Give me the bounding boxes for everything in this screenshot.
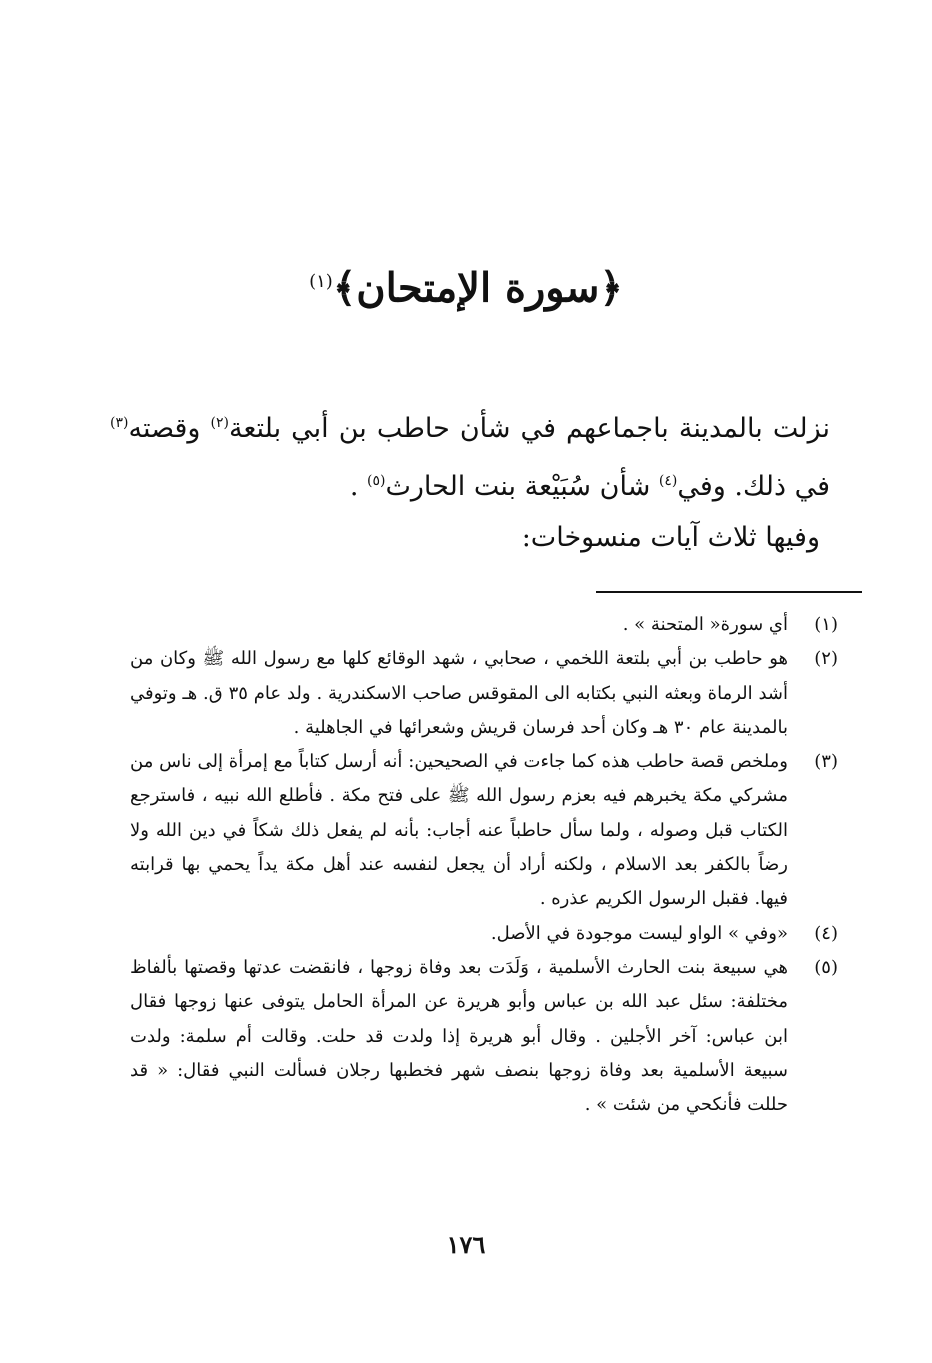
body-text-segment: نزلت بالمدينة باجماعهم في شأن حاطب بن أبي بلتعة xyxy=(228,413,830,444)
footnote-number: (٥) xyxy=(814,956,838,978)
footnote-separator xyxy=(596,591,862,593)
abrogated-verses-intro: وفيها ثلاث آيات منسوخات: xyxy=(521,522,820,553)
footnote-item xyxy=(130,745,838,916)
footnote-item xyxy=(130,951,838,1122)
body-text-segment: في ذلك. وفي xyxy=(677,471,830,502)
body-paragraph xyxy=(110,397,830,513)
footnote-item xyxy=(130,608,838,642)
surah-title xyxy=(0,252,932,318)
page-number: ١٧٦ xyxy=(446,1230,486,1259)
footnote-number: (٤) xyxy=(814,922,838,944)
body-text-segment: . xyxy=(349,471,367,502)
footnote-ref: (٥) xyxy=(366,473,386,489)
footnotes-section xyxy=(130,608,838,1122)
footnote-text: «وفي » الواو ليست موجودة في الأصل. xyxy=(490,922,788,944)
footnote-item xyxy=(130,642,838,745)
footnote-ref: (٤) xyxy=(658,473,678,489)
title-footnote-ref: (١) xyxy=(309,271,333,292)
footnote-item xyxy=(130,917,838,951)
body-text-segment: شأن سُبَيْعة بنت الحارث xyxy=(385,471,659,502)
footnote-text: هو حاطب بن أبي بلتعة اللخمي ، صحابي ، شهد الوقائع كلها مع رسول الله ﷺ وكان من أشد الرماة وبعثه النبي بكتابه الى المقوقس صاحب الاسكندرية . ولد عام ٣٥ ق. هـ وتوفي بالمدينة عام ٣٠ هـ وكان أحد فرسان قريش وشعرائها في الجاهلية . xyxy=(130,648,789,738)
footnote-number: (٢) xyxy=(814,648,838,670)
footnote-text: أي سورة« المتحنة » . xyxy=(622,614,788,635)
footnote-number: (٣) xyxy=(814,751,838,773)
body-text-segment: وقصته xyxy=(128,413,211,444)
footnote-text: هي سبيعة بنت الحارث الأسلمية ، وَلَدَت بعد وفاة زوجها ، فانقضت عدتها وقصتها بألفاظ مختلفة: سئل عبد الله بن عباس وأبو هريرة عن المرأة الحامل يتوفى عنها زوجها فقال ابن عباس: آخر الأجلين . وقال أبو هريرة إذا ولدت قد حلت. وقالت أم سلمة: ولدت سبيعة الأسلمية بعد وفاة زوجها بنصف شهر فخطبها رجلان فسألت النبي فقال: « قد حللت فأنكحي من شئت » . xyxy=(130,956,788,1116)
surah-title-text: ﴿سورة الإمتحان﴾ xyxy=(332,264,623,312)
footnote-number: (١) xyxy=(814,614,838,635)
footnote-ref: (٢) xyxy=(210,415,229,431)
footnote-text: وملخص قصة حاطب هذه كما جاءت في الصحيحين: أنه أرسل كتاباً مع إمرأة إلى ناس من مشركي مكة يخبرهم فيه بعزم رسول الله ﷺ على فتح مكة . فأطلع الله نبيه ، فاسترجع الكتاب قبل وصوله ، ولما سأل حاطباً عنه أجاب: بأنه لم يفعل ذلك شكاً في دين الله ولا رضاً بالكفر بعد الاسلام ، ولكنه أراد أن يجعل لنفسه عند أهل مكة يداً يحمي بها قرابته فيها. فقبل الرسول الكريم عذره . xyxy=(130,751,788,910)
footnote-ref: (٣) xyxy=(110,415,129,431)
